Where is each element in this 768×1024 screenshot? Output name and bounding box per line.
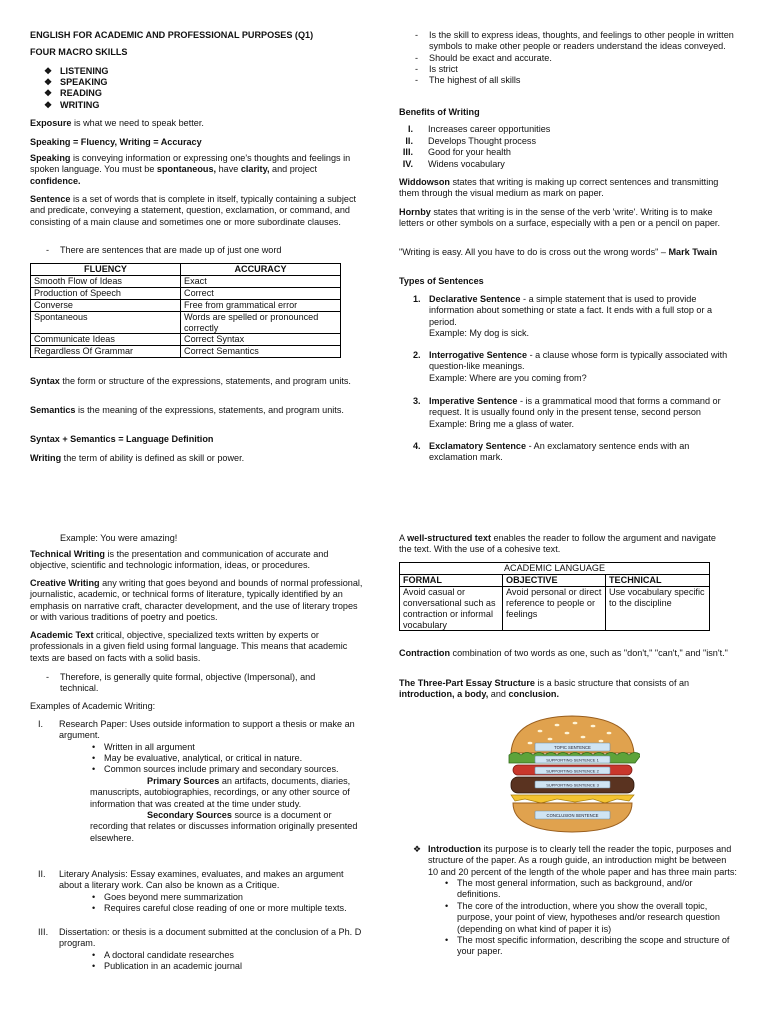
term: Speaking (30, 153, 71, 163)
sentence-type-1 (413, 294, 738, 339)
definition: any writing that goes beyond and bounds of normal professional, journalistic, academic, or technical forms of literature, typically identified by an emphasis on narrative craft, character development, and the use of literary tropes or with various traditions of poetry and poetics. (30, 578, 363, 623)
emphasis: spontaneous, (156, 164, 217, 175)
table-cell: Use vocabulary specific to the discipline (606, 586, 710, 631)
list-number: III. (402, 147, 413, 158)
text: - a simple statement that is used to provide information about something or state a fact. It ends with a full stop or a period. (429, 294, 713, 327)
table-row (31, 346, 341, 358)
list-item (399, 124, 550, 136)
definition: is the meaning of the expressions, statements, and program units. (75, 405, 344, 415)
term: well-structured text (407, 533, 491, 543)
burger-label: CONCLUSION SENTENCE (546, 813, 599, 818)
list-number: II. (405, 135, 413, 146)
table-row (31, 299, 341, 311)
list-item: ❖ LISTENING (44, 66, 109, 77)
dissertation-bullets (90, 950, 352, 973)
text: is conveying information or expressing one's thoughts and feelings in spoken language. You must be (30, 153, 351, 175)
research-bullets (90, 742, 350, 776)
sentence-type-3 (413, 396, 738, 430)
writing-definition (30, 453, 244, 464)
introduction-section (413, 844, 738, 958)
text: - An exclamatory sentence ends with an exclamation mark. (429, 441, 690, 463)
syntax-definition (30, 376, 360, 387)
list-item: • The core of the introduction, where you show the overall topic, purpose, your point of view, hypotheses and/or research question (depending on what kind of paper it is) (443, 901, 733, 935)
table-cell: Free from grammatical error (181, 299, 341, 311)
table-cell: Smooth Flow of Ideas (31, 275, 181, 287)
burger-label: TOPIC SENTENCE (554, 745, 591, 750)
term: Hornby (399, 207, 431, 217)
table-cell: Communicate Ideas (31, 334, 181, 346)
term: Declarative Sentence (429, 294, 521, 304)
text: - is a grammatical mood that forms a command or request. It is usually found only in the present tense, second person (429, 396, 721, 418)
column-header: OBJECTIVE (503, 574, 606, 586)
text: - a clause whose form is typically associated with question-like meanings. (429, 350, 728, 372)
list-item: • Requires careful close reading of one or more multiple texts. (90, 903, 352, 914)
text: have (216, 164, 241, 175)
term: Exclamatory Sentence (429, 441, 527, 451)
types-heading: Types of Sentences (399, 276, 484, 286)
definition: is a set of words that is complete in itself, typically containing a subject and predicate, conveying a statement, question, exclamation, or command, and consisting of a main clause and sometimes one or more subordinate clauses. (30, 194, 357, 227)
list-number: 3. (413, 396, 421, 406)
term: Introduction (428, 844, 482, 854)
column-header: FLUENCY (31, 264, 181, 276)
table-header-row (400, 574, 710, 586)
page-title: ENGLISH FOR ACADEMIC AND PROFESSIONAL PURPOSES (Q1) (30, 30, 314, 40)
term: Academic Text (30, 630, 94, 640)
definition: combination of two words as one, such as "don't," "can't," and "isn't." (450, 648, 728, 658)
term: Creative Writing (30, 578, 100, 588)
examples-heading: Examples of Academic Writing: (30, 701, 156, 711)
definition: source is a document or recording that relates or discusses information originally presented elsewhere. (90, 809, 358, 843)
mark-twain-quote (399, 247, 729, 258)
list-item: • A doctoral candidate researches (90, 950, 352, 961)
table-cell: Exact (181, 275, 341, 287)
list-item: • Written in all argument (90, 742, 350, 753)
contraction-definition (399, 648, 734, 659)
term: Syntax (30, 376, 60, 386)
list-text: Good for your health (428, 147, 511, 158)
sentence-definition (30, 194, 360, 228)
table-title: ACADEMIC LANGUAGE (400, 563, 710, 575)
table-cell: Words are spelled or pronounced correctly (181, 311, 341, 334)
quote-text: "Writing is easy. All you have to do is cross out the wrong words" – (399, 247, 669, 257)
primary-sources-definition (90, 776, 360, 810)
table-cell: Regardless Of Grammar (31, 346, 181, 358)
table-header-row (31, 264, 341, 276)
table-row (31, 311, 341, 334)
macro-skills-heading: FOUR MACRO SKILLS (30, 47, 128, 57)
term: The Three-Part Essay Structure (399, 678, 535, 688)
list-item (399, 136, 550, 148)
definition: the term of ability is defined as skill or power. (61, 453, 245, 463)
academic-language-table (399, 562, 710, 631)
column-header: FORMAL (400, 574, 503, 586)
emphasis: clarity, (240, 164, 270, 175)
definition: the form or structure of the expressions, statements, and program units. (59, 376, 351, 386)
definition: an artifacts, documents, diaries, manuscripts, autobiographies, recordings, or any other source of information that was created at the time under study. (90, 775, 351, 809)
example-line: Example: You were amazing! (60, 533, 178, 543)
literary-analysis-item (30, 869, 365, 914)
benefits-heading: Benefits of Writing (399, 107, 480, 117)
secondary-sources-definition (90, 810, 360, 844)
term: Contraction (399, 648, 451, 658)
table-cell: Spontaneous (31, 311, 181, 334)
equation-language-definition: Syntax + Semantics = Language Definition (30, 434, 214, 444)
widdowson-statement (399, 177, 729, 200)
list-number: 2. (413, 350, 421, 360)
macro-skills-list (44, 66, 109, 111)
sentence-type-4 (413, 441, 738, 464)
text: A (399, 533, 408, 543)
list-number: IV. (402, 158, 413, 169)
burger-label: SUPPORTING SENTENCE 3 (546, 782, 599, 788)
list-item: ❖ WRITING (44, 100, 109, 111)
writing-notes (413, 30, 738, 87)
table-cell: Correct Semantics (181, 346, 341, 358)
diamond-bullet-icon: ❖ (413, 844, 422, 854)
list-item (399, 159, 550, 171)
definition: is what we need to speak better. (71, 118, 204, 128)
technical-writing-definition (30, 549, 360, 572)
text: states that writing is in the sense of the verb 'write'. Writing is to make letters or other symbols on a surface, especially with a pen or a pencil on paper. (399, 207, 720, 229)
equation-speaking-writing: Speaking = Fluency, Writing = Accuracy (30, 137, 202, 147)
list-item: - Is the skill to express ideas, thoughts, and feelings to other people in written symbols to make other people or readers understand the ideas conveyed. (413, 30, 738, 53)
term: Sentence (30, 194, 71, 204)
example: Example: Where are you coming from? (429, 372, 587, 383)
academic-note (44, 672, 354, 695)
list-number: III. (38, 927, 49, 937)
list-item: - There are sentences that are made up of just one word (44, 245, 281, 256)
list-number: I. (407, 124, 413, 134)
emphasis: introduction, a body, (399, 689, 489, 700)
term: Technical Writing (30, 549, 105, 559)
hornby-statement (399, 207, 734, 230)
hamburger-essay-illustration (505, 713, 640, 838)
definition: its purpose is to clearly tell the reader the topic, purposes and structure of the paper. As a rough guide, an introduction might be between 10 and 20 percent of the length of the whole paper and has three main parts: (428, 844, 737, 877)
text: and (488, 689, 509, 700)
literary-bullets (90, 892, 352, 915)
list-number: 1. (413, 294, 421, 304)
table-title-row (400, 563, 710, 575)
text: and project (269, 164, 318, 175)
list-text: Develops Thought process (428, 135, 537, 146)
term: Exposure (30, 118, 72, 128)
term: Writing (30, 453, 62, 463)
example: Example: Bring me a glass of water. (429, 418, 575, 429)
list-item: - Should be exact and accurate. (413, 53, 738, 64)
text: enables the reader to follow the argument and navigate the text. With the use of a cohesive text. (399, 533, 716, 555)
list-item: ❖ READING (44, 88, 109, 99)
academic-text-definition (30, 630, 360, 664)
list-item: • The most general information, such as background, and/or definitions. (443, 878, 733, 901)
essay-structure-definition (399, 678, 734, 701)
emphasis: confidence. (30, 175, 81, 186)
burger-label: SUPPORTING SENTENCE 1 (546, 757, 599, 763)
table-row (31, 334, 341, 346)
list-item: - Therefore, is generally quite formal, objective (Impersonal), and technical. (44, 672, 354, 695)
dissertation-item (30, 927, 365, 972)
cheese-shape (511, 795, 634, 803)
definition: is the presentation and communication of accurate and objective, scientific and technologic information, ideas, or procedures. (30, 549, 329, 571)
example: Example: My dog is sick. (429, 328, 530, 339)
list-number: I. (38, 719, 44, 729)
text: is a basic structure that consists of an (534, 678, 690, 688)
exposure-definition (30, 118, 204, 129)
well-structured-text (399, 533, 729, 556)
list-item: • May be evaluative, analytical, or critical in nature. (90, 753, 350, 764)
list-text: Dissertation: or thesis is a document submitted at the conclusion of a Ph. D program. (59, 927, 362, 949)
emphasis: conclusion. (508, 689, 560, 700)
list-item: • Goes beyond mere summarization (90, 892, 352, 903)
term: Secondary Sources (147, 809, 232, 820)
list-item (399, 147, 550, 159)
list-text: Widens vocabulary (428, 158, 505, 169)
list-text: Literary Analysis: Essay examines, evaluates, and makes an argument about a literary work. Can also be known as a Critique. (59, 869, 344, 891)
table-cell: Converse (31, 299, 181, 311)
table-cell: Correct (181, 287, 341, 299)
list-item: • The most specific information, describing the scope and structure of your paper. (443, 935, 733, 958)
quote-author: Mark Twain (668, 247, 718, 257)
definition: critical, objective, specialized texts written by experts or professionals in a given field using formal language. This means that academic texts are based on facts with a solid basis. (30, 630, 348, 663)
benefits-list (399, 124, 550, 170)
table-row (31, 287, 341, 299)
list-item: - Is strict (413, 64, 738, 75)
fluency-accuracy-table (30, 263, 341, 358)
term: Primary Sources (147, 775, 220, 786)
list-text: Increases career opportunities (428, 124, 551, 134)
term: Interrogative Sentence (429, 350, 528, 360)
text: states that writing is making up correct sentences and transmitting them through the visual medium as mark on paper. (399, 177, 719, 199)
list-item: ❖ SPEAKING (44, 77, 109, 88)
list-text: Research Paper: Uses outside information to support a thesis or make an argument. (59, 719, 355, 741)
list-item: • Common sources include primary and secondary sources. (90, 764, 350, 775)
column-header: TECHNICAL (606, 574, 710, 586)
introduction-bullets (443, 878, 733, 958)
table-cell: Avoid personal or direct reference to people or feelings (503, 586, 606, 631)
list-item: • Publication in an academic journal (90, 961, 352, 972)
table-row (31, 275, 341, 287)
speaking-definition (30, 153, 370, 187)
list-number: 4. (413, 441, 421, 451)
term: Widdowson (399, 177, 450, 187)
research-paper-item (30, 719, 365, 844)
list-number: II. (38, 869, 46, 879)
semantics-definition (30, 405, 360, 416)
term: Semantics (30, 405, 76, 415)
burger-label: SUPPORTING SENTENCE 2 (546, 768, 599, 774)
sentence-note (44, 245, 281, 256)
creative-writing-definition (30, 578, 365, 623)
table-row (400, 586, 710, 631)
table-cell: Avoid casual or conversational such as contraction or informal vocabulary (400, 586, 503, 631)
table-cell: Production of Speech (31, 287, 181, 299)
column-header: ACCURACY (181, 264, 341, 276)
term: Imperative Sentence (429, 396, 518, 406)
sentence-type-2 (413, 350, 738, 384)
list-item: - The highest of all skills (413, 75, 738, 86)
table-cell: Correct Syntax (181, 334, 341, 346)
